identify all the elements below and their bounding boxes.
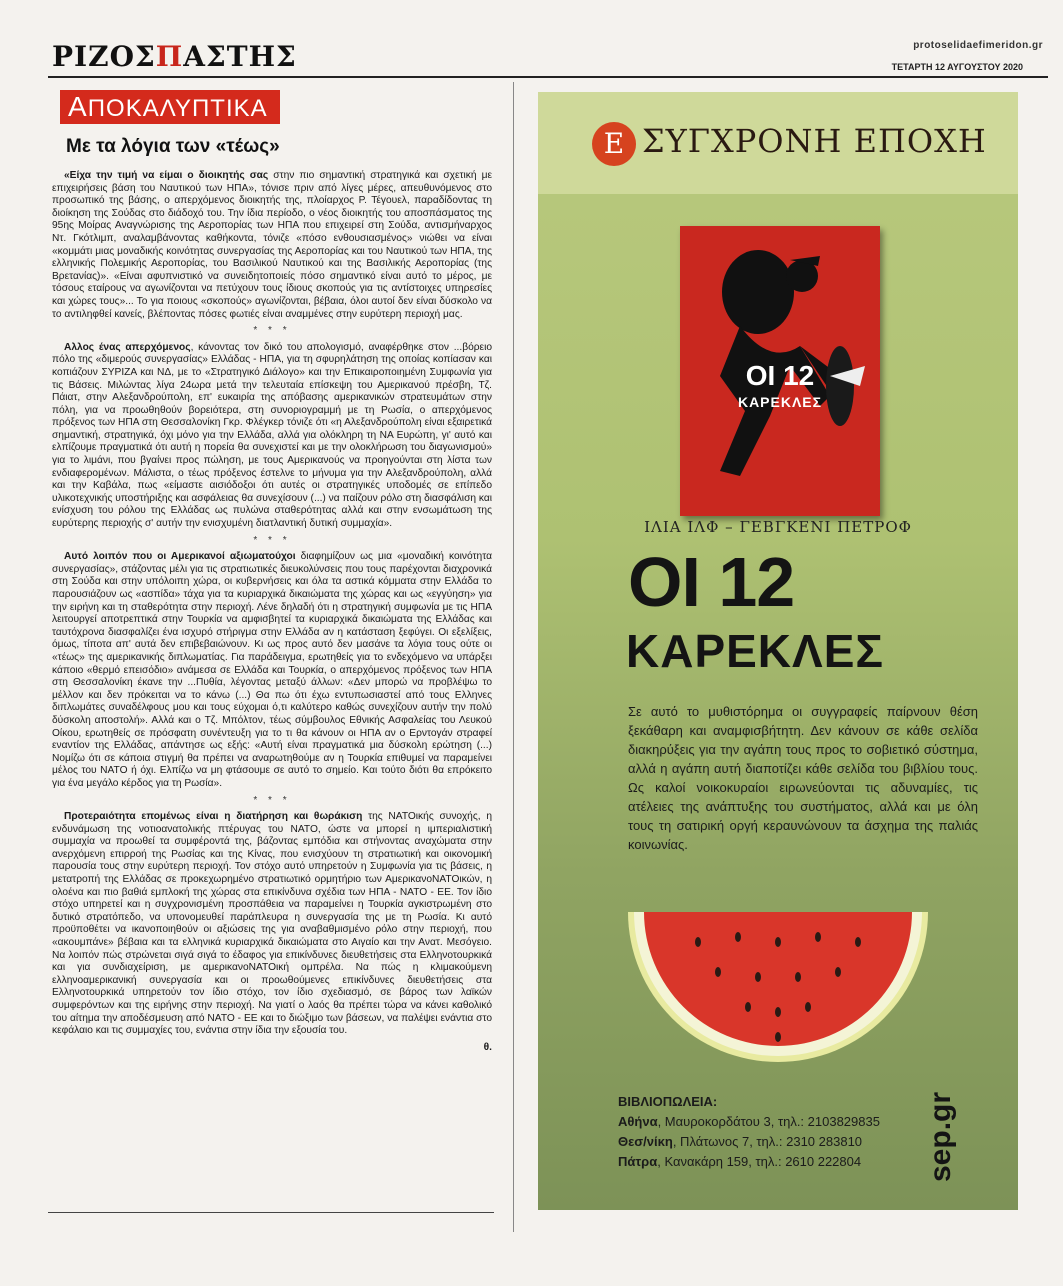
bookstore-address: , Μαυροκορδάτου 3, τηλ.: 2103829835 [657, 1114, 880, 1129]
book-authors: ΙΛΙΑ ΙΛΦ – ΓΕΒΓΚΕΝΙ ΠΕΤΡΟΦ [644, 518, 912, 536]
bookstore-city: Θεσ/νίκη [618, 1134, 673, 1149]
publisher-name: ΣΥΓΧΡΟΝΗ ΕΠΟΧΗ [642, 122, 987, 160]
book-title-line2: ΚΑΡΕΚΛΕΣ [626, 625, 884, 677]
paragraph-lead: Προτεραιότητα επομένως είναι η διατήρηση και θωράκιση [64, 811, 363, 823]
book-advertisement [538, 92, 1018, 1210]
section-rest: ΠΟΚΑΛΥΠΤΙΚΑ [87, 95, 268, 122]
book-cover [680, 226, 880, 516]
paragraph-2 [52, 342, 492, 531]
paragraph-lead: Αυτό λοιπόν που οι Αμερικανοί αξιωματούχοι [64, 551, 296, 563]
masthead-prefix: ΡΙΖΟΣ [52, 40, 156, 73]
separator-stars: * * * [253, 794, 291, 806]
masthead-mark: Π [155, 40, 184, 73]
watermelon-icon [628, 912, 928, 1082]
bookstore-address: , Κανακάρη 159, τηλ.: 2610 222804 [657, 1154, 862, 1169]
paragraph-text: στην πιο σημαντική στρατηγικά και σχετική με επιχειρήσεις βάση του Ναυτικού των ΗΠΑ», τόνισε πριν από λίγες μέρες, απευθυνόμενος στο προσωπικό της βάσης, ο απερχόμενος διοικητής της, πλοίαρχος Ρ. Τέγουελ, παραδίδοντας τη διοίκηση της Σούδας στο διάδοχό του. Την ίδια περίοδο, ο νέος διοικητής του αποσπάσματος της 95ης Μοίρας Αναγνώρισης της Αεροπορίας των ΗΠΑ που επιχειρεί στη Σούδα, αντισμήναρχος Ντ. Γκότλιμπ, αναλαμβάνοντας καθήκοντα, τόνιζε «πόσο ενθουσιασμένος» νιώθει να είναι «κομμάτι μιας μοναδικής κοινότητας συνεργασίας της Αεροπορίας και του Ναυτικού των ΗΠΑ, της ελληνικής Πολεμικής Αεροπορίας, του Βασιλικού Ναυτικού και της Βασιλικής Αεροπορίας (της Βρετανίας)». «Είναι αφυπνιστικό να συνειδητοποιείς πόσο σημαντικό είναι αυτό το μέρος, με τόσους εταίρους να αγωνίζονται να πετύχουν τους ίδιους σκοπούς για τις αντίστοιχες υπηρεσίες και χώρες τους»... Το για ποιους «σκοπούς» αγωνίζονται, βέβαια, όλοι αυτοί δεν είναι δύσκολο να το αντιληφθεί κανείς, βλέποντας πόσες φωτιές είναι αναμμένες στην ευρύτερη περιοχή μας. [52, 170, 493, 320]
author-signature: θ. [483, 1041, 492, 1053]
bookstores [618, 1092, 880, 1172]
separator-stars: * * * [253, 325, 291, 337]
masthead [52, 40, 297, 73]
paragraph-3 [52, 551, 492, 790]
footer-rule [48, 1212, 494, 1213]
header-rule [48, 76, 1048, 78]
article-headline: Με τα λόγια των «τέως» [66, 136, 280, 157]
article-body [52, 170, 492, 1054]
publisher-website[interactable]: sep.gr [924, 1091, 957, 1182]
column-divider [513, 82, 514, 1232]
bookstores-heading: ΒΙΒΛΙΟΠΩΛΕΙΑ: [618, 1094, 718, 1109]
bookstore-city: Αθήνα [618, 1114, 658, 1129]
paragraph-text: της ΝΑΤΟικής συνοχής, η ενδυνάμωση της νοτιοανατολικής πτέρυγας του ΝΑΤΟ, ώστε να μπορεί η ιμπεριαλιστική συμμαχία να προωθεί τα συμφέροντά της, βάζοντας εμπόδια και στήνοντας αναχώματα στην ανερχόμενη επιρροή της Ρωσίας και της Κίνας, που ενισχύουν τη στρατιωτική και οικονομική παρουσία τους στην ευρύτερη περιοχή. Τον στόχο αυτό υπηρετούν η Συμφωνία για τις βάσεις, η μετατροπή της Ελλάδας σε προκεχωρημένο στρατιωτικό ορμητήριο των ΑμερικανοΝΑΤΟικών, η ολοένα και πιο βαθιά εμπλοκή της χώρας στα επικίνδυνα σχέδια των ΗΠΑ - ΝΑΤΟ - ΕΕ. Τον ίδιο στόχο υπηρετεί και η συγχρονισμένη προσπάθεια να παραμείνει η Τουρκία αγκιστρωμένη στο δυτικό στρατόπεδο, να υπονομευθεί παράπλευρα η συνεργασία της με τη Ρωσία. Κι αυτό προϋποθέτει να ικανοποιηθούν οι αξιώσεις της για αναβαθμισμένο ρόλο στην περιοχή, που «ακουμπάνε» βέβαια και τα ελληνικά κυριαρχικά δικαιώματα στο Αιγαίο και την Ανατ. Μεσόγειο. Να λοιπόν πώς στρώνεται σιγά σιγά το έδαφος για επικίνδυνες διευθετήσεις στα Ελληνοτουρκικά και για συνδιαχείριση, με αμερικανοΝΑΤΟική ομπρέλα. Να πώς η κλιμακούμενη ελληνοαμερικανική συνεργασία και οι προωθούμενες επικίνδυνες διευθετήσεις στα Ελληνοτουρκικά υπηρετούν τον ίδιο στόχο, τον ίδιο σχεδιασμό, σε βάρος των λαϊκών συμφερόντων και της ειρήνης στην περιοχή. Να γιατί ο λαός θα πρέπει τώρα να κάνει καθολικό του αίτημα την αποδέσμευση από ΝΑΤΟ - ΕΕ και το διώξιμο των βάσεων, να παλέψει ενάντια στο κεφάλαιο και τις συμμαχίες του, ενάντια στην ίδια την εξουσία του. [52, 811, 492, 1037]
bookstore-athens [618, 1112, 880, 1132]
bookstore-patra [618, 1152, 880, 1172]
paragraph-text: , κάνοντας τον δικό του απολογισμό, αναφέρθηκε στον ...βόρειο πόλο της «διμερούς συνεργασίας» Ελλάδας - ΗΠΑ, για τη σφυρηλάτηση της οποίας κοπίασαν και κοπιάζουν ΣΥΡΙΖΑ και ΝΔ, με το «Στρατηγικό Διάλογο» και την Επικαιροποιημένη Συμφωνία για τις Βάσεις. Μιλώντας λίγα 24ωρα μετά την τελευταία επίσκεψη του Αμερικανού πρέσβη, Τζ. Πάιατ, στην Αλεξανδρούπολη, επ' ευκαιρία της απόβασης αμερικανικών στρατευμάτων στην πόλη, για να προωθηθούν βορειότερα, στη συνοριογραμμή με τη Ρωσία, ο απερχόμενος πρόξενος των ΗΠΑ στη Θεσσαλονίκη Γκρ. Φλέγκερ τόνιζε ότι «η Αλεξανδρούπολη είναι εξαιρετικά σημαντική, στρατηγικά, όχι μόνο για την Ελλάδα, αλλά για ολόκληρη τη ΝΑ Ευρώπη, γι' αυτό και ελπίζουμε πραγματικά ότι αυτή η πορεία θα συνεχιστεί και με την ολοκλήρωση του διαγωνισμού» για το λιμάνι, που βγαίνει προς πώληση, με τους Αμερικανούς να προηγούνται στη λίστα των ενδιαφερομένων. Μάλιστα, ο τέως πρόξενος έστελνε το μήνυμα για την Αλεξανδρούπολη, αλλά και την Καβάλα, πως «είμαστε αισιόδοξοι ότι αυτές οι στρατηγικές υποδομές σε επίπεδο υλικοτεχνικής υποστήριξης και ασφάλειας θα συνεχίσουν (...) να παίζουν ρόλο στη διασφάλιση και ενίσχυση του ρόλου της Ελλάδας ως πυλώνα σταθερότητας αλλά και στην ενσωμάτωση της ευρύτερης περιοχής σ' αυτήν την ενισχυμένη διατλαντική δυτική συμμαχία». [52, 341, 493, 530]
section-label [60, 90, 280, 124]
paragraph-text: διαφημίζουν ως μια «μοναδική κοινότητα συνεργασίας», στάζοντας μέλι για τις στρατιωτικές διευκολύνσεις που τους παρέχονται διαχρονικά στη Σούδα και στην υπόλοιπη χώρα, οι κυβερνήσεις και όλα τα αστικά κόμματα στην Ελλάδα το παρουσιάζουν ως «ασπίδα» τάχα για τα κυριαρχικά δικαιώματα της χώρας και ως «εγγύηση» για την ειρήνη και τη σταθερότητα στην περιοχή. Λένε δηλαδή ότι η στρατηγική συμφωνία με τις ΗΠΑ λειτουργεί αποτρεπτικά στην Τουρκία να αμφισβητεί τα κυριαρχικά δικαιώματα της Ελλάδας και ταυτόχρονα διασφαλίζει ένα ισχυρό στήριγμα στην Ελλάδα αν η κατάσταση ξεφύγει. Οι εξελίξεις, όμως, τίποτα απ' αυτά δεν επιβεβαιώνουν. Κι ως προς αυτό δεν μασάνε τα λόγια τους ούτε οι «τέως» της αμερικανικής διπλωματίας. Για παράδειγμα, ερωτηθείς για το ενδεχόμενο να υπάρξει κάποιο «θερμό επεισόδιο» ανάμεσα σε Ελλάδα και Τουρκία, ο απερχόμενος πρόξενος των ΗΠΑ στη Θεσσαλονίκη έκανε την ...Πυθία, λέγοντας μεταξύ άλλων: «Δεν μπορώ να προβλέψω το μέλλον και δεν πρόκειται να το κάνω (...) Θα πω ότι έχω εντυπωσιαστεί από τους Ελληνες διπλωμάτες συναδέλφους μου και τους εύχομαι ό,τι καλύτερο καθώς συνεχίζουν αυτήν την πολύ δύσκολη αποστολή». Αλλά και ο Τζ. Μπόλτον, τέως σύμβουλος Εθνικής Ασφαλείας του Λευκού Οίκου, ερωτηθείς σε πρόσφατη συνέντευξη για το τι θα κάνουν οι ΗΠΑ αν ο Ερντογάν στραφεί εναντίον της Ελλάδας, απάντησε ως εξής: «Αυτή είναι πραγματικά μια δύσκολη ερώτηση (...) Νομίζω ότι σε κάποια στιγμή θα πρέπει να αναρωτηθούμε αν η Τουρκία επιθυμεί να παραμείνει μέλος του ΝΑΤΟ ή όχι. Ελπίζω να μη φτάσουμε σε αυτό το σημείο. Και τούτο διότι θα επρόκειτο για ένα μεγάλο κέρδος για τη Ρωσία». [52, 551, 492, 789]
publisher-logo-icon: Ε [592, 122, 636, 166]
bookstore-thessaloniki [618, 1132, 880, 1152]
paragraph-1 [52, 170, 492, 321]
separator-stars: * * * [253, 534, 291, 546]
bookstore-address: , Πλάτωνος 7, τηλ.: 2310 283810 [672, 1134, 863, 1149]
masthead-suffix: ΑΣΤΗΣ [183, 40, 297, 73]
paragraph-lead: «Είχα την τιμή να είμαι ο διοικητής σας [64, 170, 269, 181]
cover-title: ΟΙ 12 [745, 360, 815, 391]
section-first-letter: Α [68, 91, 88, 122]
paragraph-lead: Αλλος ένας απερχόμενος [64, 341, 191, 353]
bookstore-city: Πάτρα [618, 1154, 658, 1169]
book-title-line1: ΟΙ 12 [628, 543, 795, 621]
source-website: protoselidaefimeridon.gr [913, 40, 1043, 51]
book-description: Σε αυτό το μυθιστόρημα οι συγγραφείς παίρνουν θέση ξεκάθαρη και αναμφισβήτητη. Δεν κάνουν σε κάθε σελίδα διακηρύξεις για την αγάπη τους προς το σοβιετικό σύστημα, αλλά η αγάπη αυτή διαποτίζει κάθε σελίδα του βιβλίου τους. Ως καλοί νοικοκυραίοι ειρωνεύονται τις αδυναμίες, τις ατέλειες της ανάπτυξης του συστήματος, αλλά και με όλη τους τη σατιρική οργή κεραυνώνουν τα άσχημα της παλιάς κοινωνίας. [628, 704, 978, 852]
issue-date: ΤΕΤΑΡΤΗ 12 ΑΥΓΟΥΣΤΟΥ 2020 [891, 62, 1023, 72]
cover-subtitle: ΚΑΡΕΚΛΕΣ [737, 394, 823, 410]
paragraph-4 [52, 811, 492, 1038]
